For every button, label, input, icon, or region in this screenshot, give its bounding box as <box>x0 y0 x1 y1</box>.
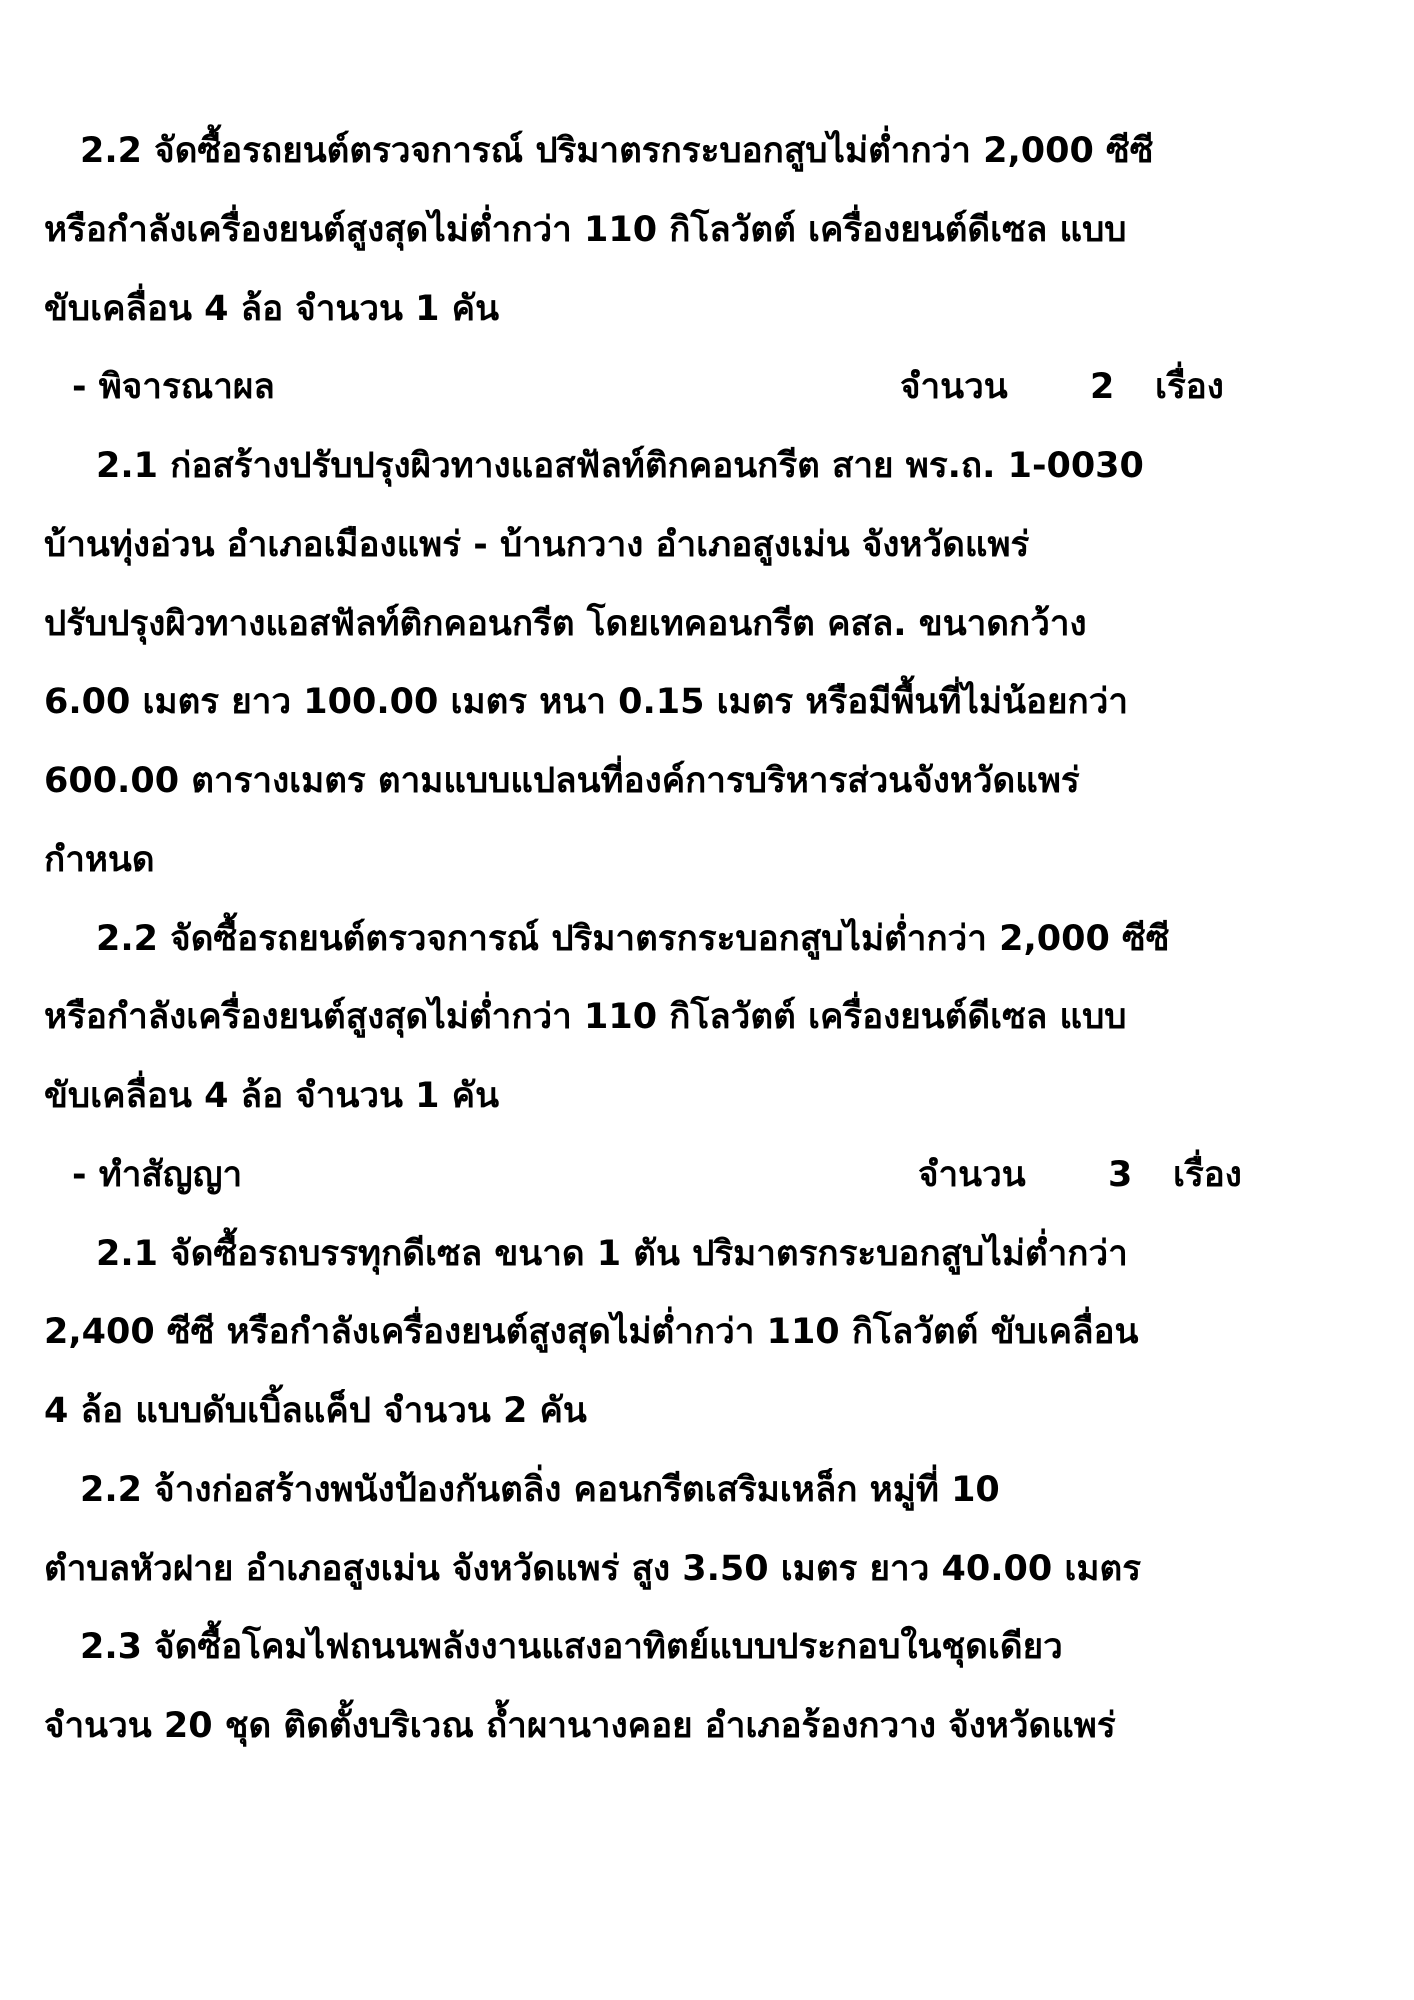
item-2-3-solar-lamp-line-2: จำนวน 20 ชุด ติดตั้งบริเวณ ถ้ำผานางคอย อำเภอร้องกวาง จังหวัดแพร่ <box>44 1706 1116 1746</box>
item-2-2-embankment-line-2: ตำบลหัวฝาย อำเภอสูงเม่น จังหวัดแพร่ สูง 3.50 เมตร ยาว 40.00 เมตร <box>44 1549 1141 1589</box>
section-count-contract: 3 <box>1108 1155 1133 1195</box>
section-unit-contract: เรื่อง <box>1173 1155 1242 1195</box>
section-count-label-consider: จำนวน <box>900 367 1008 407</box>
item-2-2-embankment-line-1: 2.2 จ้างก่อสร้างพนังป้องกันตลิ่ง คอนกรีตเสริมเหล็ก หมู่ที่ 10 <box>80 1470 1000 1510</box>
section-label-consider: - พิจารณาผล <box>72 367 275 407</box>
item-2-1-road-line-6: กำหนด <box>44 840 155 880</box>
section-unit-consider: เรื่อง <box>1155 367 1224 407</box>
item-2-3-solar-lamp-line-1: 2.3 จัดซื้อโคมไฟถนนพลังงานแสงอาทิตย์แบบประกอบในชุดเดียว <box>80 1627 1063 1667</box>
item-2-1-road-line-2: บ้านทุ่งอ่วน อำเภอเมืองแพร่ - บ้านกวาง อำเภอสูงเม่น จังหวัดแพร่ <box>44 525 1030 565</box>
item-2-2-vehicle-line-1: 2.2 จัดซื้อรถยนต์ตรวจการณ์ ปริมาตรกระบอกสูบไม่ต่ำกว่า 2,000 ซีซี <box>80 131 1154 171</box>
item-2-2-vehicle-repeat-line-1: 2.2 จัดซื้อรถยนต์ตรวจการณ์ ปริมาตรกระบอกสูบไม่ต่ำกว่า 2,000 ซีซี <box>96 919 1170 959</box>
item-2-1-truck-line-2: 2,400 ซีซี หรือกำลังเครื่องยนต์สูงสุดไม่ต่ำกว่า 110 กิโลวัตต์ ขับเคลื่อน <box>44 1312 1139 1352</box>
item-2-2-vehicle-repeat-line-2: หรือกำลังเครื่องยนต์สูงสุดไม่ต่ำกว่า 110 กิโลวัตต์ เครื่องยนต์ดีเซล แบบ <box>44 997 1127 1037</box>
section-label-contract: - ทำสัญญา <box>72 1155 243 1195</box>
item-2-1-road-line-4: 6.00 เมตร ยาว 100.00 เมตร หนา 0.15 เมตร หรือมีพื้นที่ไม่น้อยกว่า <box>44 682 1129 722</box>
item-2-1-road-line-3: ปรับปรุงผิวทางแอสฟัลท์ติกคอนกรีต โดยเทคอนกรีต คสล. ขนาดกว้าง <box>44 604 1087 644</box>
item-2-1-road-line-5: 600.00 ตารางเมตร ตามแบบแปลนที่องค์การบริหารส่วนจังหวัดแพร่ <box>44 761 1080 801</box>
item-2-2-vehicle-line-2: หรือกำลังเครื่องยนต์สูงสุดไม่ต่ำกว่า 110 กิโลวัตต์ เครื่องยนต์ดีเซล แบบ <box>44 210 1127 250</box>
item-2-1-road-line-1: 2.1 ก่อสร้างปรับปรุงผิวทางแอสฟัลท์ติกคอนกรีต สาย พร.ถ. 1-0030 <box>96 446 1144 486</box>
item-2-2-vehicle-line-3: ขับเคลื่อน 4 ล้อ จำนวน 1 คัน <box>44 289 500 329</box>
item-2-1-truck-line-1: 2.1 จัดซื้อรถบรรทุกดีเซล ขนาด 1 ตัน ปริมาตรกระบอกสูบไม่ต่ำกว่า <box>96 1234 1128 1274</box>
item-2-2-vehicle-repeat-line-3: ขับเคลื่อน 4 ล้อ จำนวน 1 คัน <box>44 1076 500 1116</box>
item-2-1-truck-line-3: 4 ล้อ แบบดับเบิ้ลแค็ป จำนวน 2 คัน <box>44 1391 587 1431</box>
section-count-consider: 2 <box>1090 367 1115 407</box>
section-count-label-contract: จำนวน <box>918 1155 1026 1195</box>
